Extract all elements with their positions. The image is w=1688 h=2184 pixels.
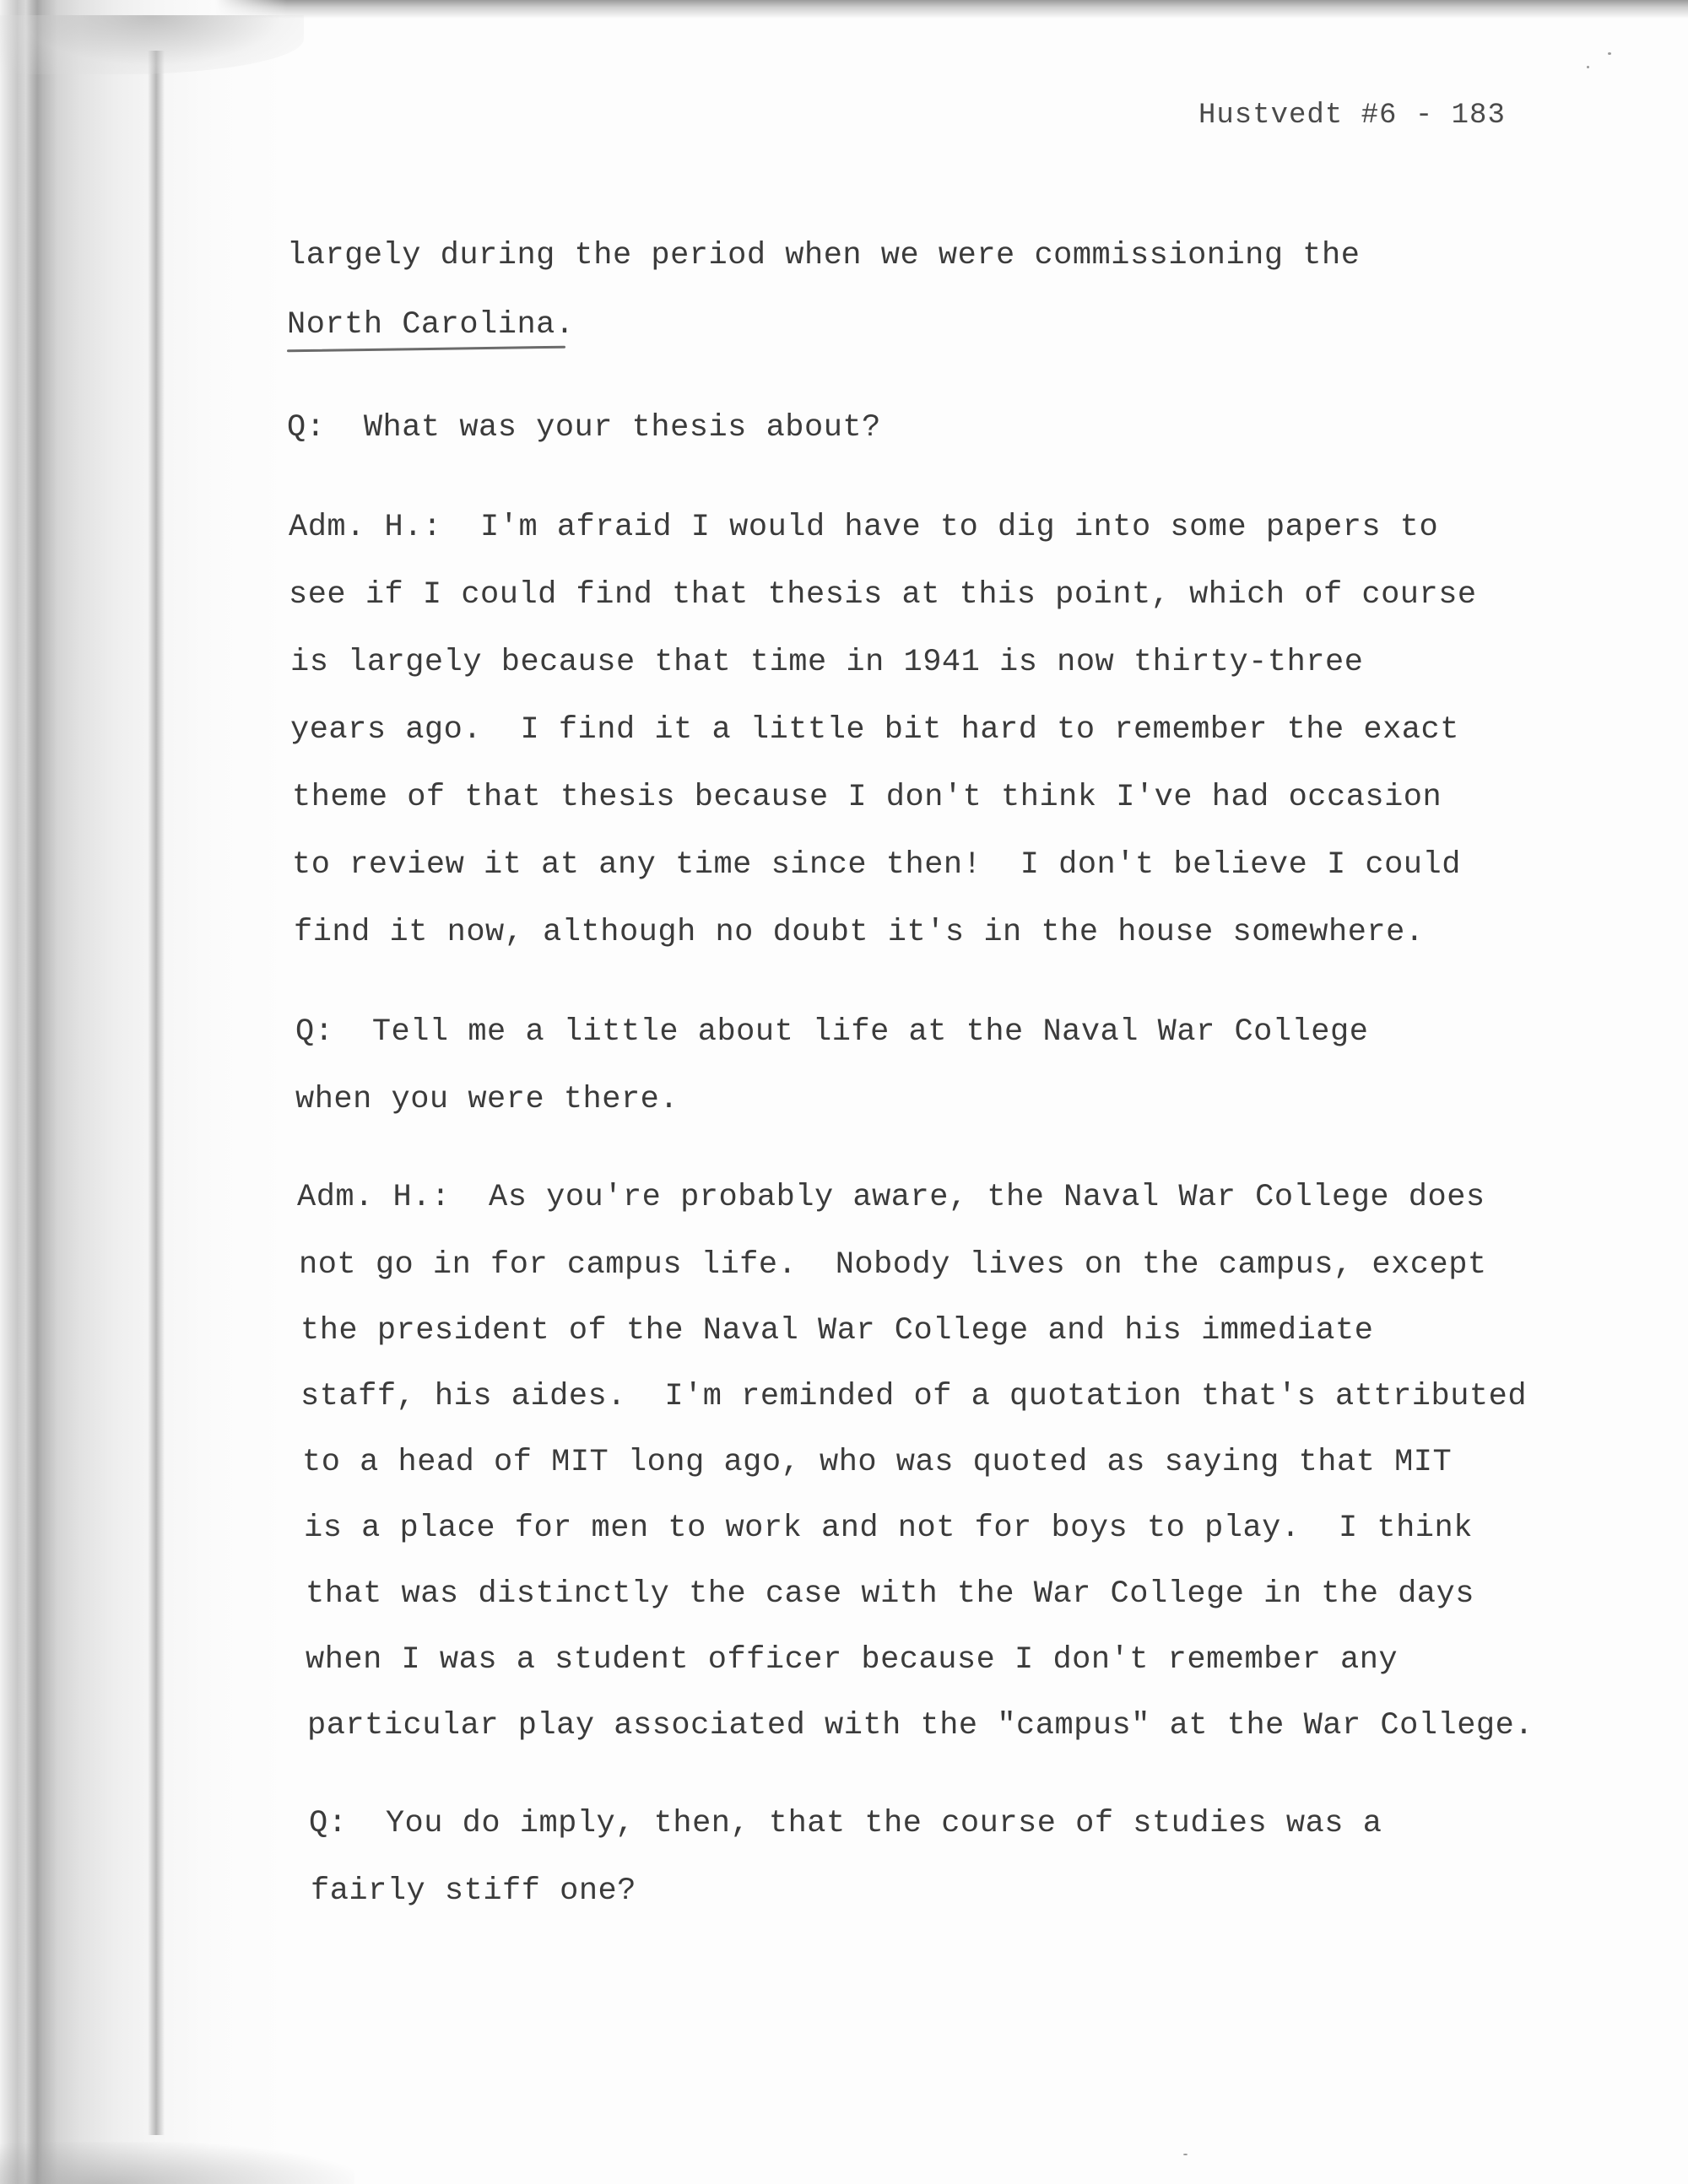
question-line: Q: Tell me a little about life at the Naval War College [295, 1014, 1369, 1050]
answer-line: particular play associated with the "campus" at the War College. [307, 1708, 1534, 1743]
answer-line: Adm. H.: As you're probably aware, the Naval War College does [297, 1180, 1485, 1215]
answer-line: to a head of MIT long ago, who was quoted as saying that MIT [302, 1445, 1453, 1480]
answer-line: not go in for campus life. Nobody lives on the campus, except [299, 1247, 1487, 1283]
text-line: largely during the period when we were commissioning the [287, 238, 1361, 273]
bottom-scan-shadow [0, 2142, 354, 2184]
page-header: Hustvedt #6 - 183 [1198, 100, 1506, 132]
question-line: Q: What was your thesis about? [287, 410, 881, 446]
answer-line: years ago. I find it a little bit hard to remember the exact [290, 712, 1459, 748]
answer-line: is a place for men to work and not for boys to play. I think [304, 1511, 1473, 1546]
answer-line: when I was a student officer because I don't remember any [306, 1642, 1399, 1678]
question-line: fairly stiff one? [311, 1873, 636, 1909]
scan-speck [1183, 2154, 1188, 2155]
scan-speck [1587, 66, 1589, 68]
answer-line: theme of that thesis because I don't think I've had occasion [292, 780, 1442, 815]
answer-line: the president of the Naval War College and his immediate [300, 1313, 1374, 1349]
question-line: Q: You do imply, then, that the course of studies was a [309, 1806, 1382, 1841]
answer-line: see if I could find that thesis at this point, which of course [289, 577, 1477, 613]
title-underline [287, 346, 565, 353]
answer-line: staff, his aides. I'm reminded of a quotation that's attributed [300, 1379, 1528, 1414]
answer-line: is largely because that time in 1941 is now thirty-three [290, 645, 1364, 680]
text-line-title: North Carolina. [287, 307, 575, 343]
binding-shadow [0, 0, 287, 2184]
answer-line: find it now, although no doubt it's in the house somewhere. [294, 915, 1425, 950]
binding-spine [148, 51, 165, 2135]
answer-line: to review it at any time since then! I don't believe I could [292, 847, 1461, 883]
answer-line: that was distinctly the case with the War College in the days [306, 1576, 1474, 1612]
scan-speck [1608, 52, 1611, 55]
answer-line: Adm. H.: I'm afraid I would have to dig into some papers to [289, 510, 1439, 545]
question-line: when you were there. [295, 1082, 679, 1117]
